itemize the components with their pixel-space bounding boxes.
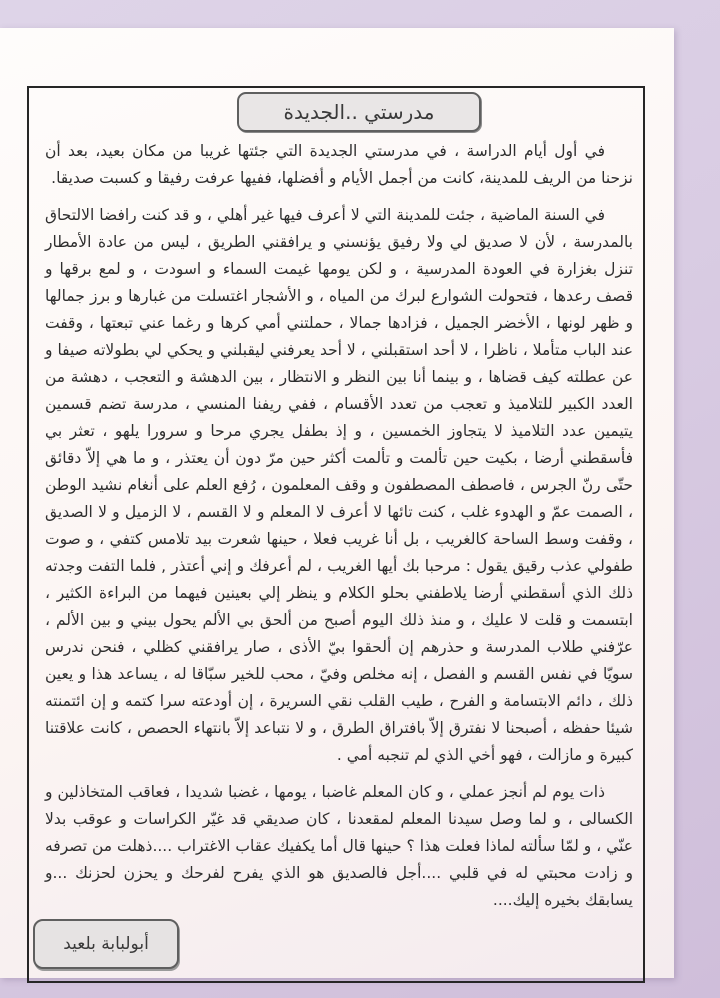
story-paragraph: ذات يوم لم أنجز عملي ، و كان المعلم غاضبا ، يومها ، غضبا شديدا ، فعاقب المتخاذلين و الكسالى ، و لما وصل سيدنا المعلم لمقعدنا ، كان صديقي قد غيّر الكراسات و عوقب بدلا عنّي ، و لمّا سألته لماذا فعلت هذا ؟ حينها قال أما يكفيك عقاب الاغتراب ....ذهلت من تصرفه و زادت محبتي له في قلبي ....أجل فالصديق هو الذي يفرح لفرحك و يحزن لحزنك ...و يسابقك بخيره إليك.... [45, 783, 633, 909]
page-title: مدرستي ..الجديدة [283, 100, 435, 124]
scanned-page [0, 28, 674, 978]
story-paragraph: في أول أيام الدراسة ، في مدرستي الجديدة التي جئتها غريبا من مكان بعيد، بعد أن نزحنا من الريف للمدينة، كانت من أجمل الأيام و أفضلها، ففيها عرفت رفيقا و كسبت صديقا. [45, 142, 633, 187]
author-box [33, 919, 179, 969]
title-box [237, 92, 481, 132]
story-paragraph: في السنة الماضية ، جئت للمدينة التي لا أعرف فيها غير أهلي ، و قد كنت رافضا الالتحاق بالمدرسة ، لأن لا صديق لي ولا رفيق يؤنسني و يرافقني الطريق ، ليس من عادة الأمطار تنزل بغزارة في العودة المدرسية ، و لكن يومها غيمت السماء و اسودت ، و لمع برقها و قصف رعدها ، فتحولت الشوارع لبرك من المياه ، و الأشجار اغتسلت من غبارها و برز جمالها و ظهر لونها ، الأخضر الجميل ، فزادها جمالا ، حملتني أمي كرها و رغما عني تبعتها ، وقفت عند الباب متأملا ، ناظرا ، لا أحد استقبلني ، لا أحد يعرفني ليقبلني و يحكي لي بطولاته صيفا و عن عطلته كيف قضاها ، و بينما أنا بين النظر و الانتظار ، بين الدهشة و التعجب ، دهشة من العدد الكبير للتلاميذ و تعجب من تعدد الأقسام ، ففي ريفنا المنسي ، مدرسة تضم قسمين يتيمين عدد التلاميذ لا يتجاوز الخمسين ، و إذ بطفل يجري مرحا و سرورا يلهو ، تعثر بي فأسقطني أرضا ، بكيت حين تألمت و تألمت أكثر حين مرّ دون أن يعتذر ، و ما هي إلاّ دقائق حتّى رنّ الجرس ، فاصطف المصطفون و وقف المعلمون ، رُفع العلم على أنغام نشيد الوطن ، الصمت عمّ و الهدوء غلب ، كنت تائها لا أعرف لا المعلم و لا القسم ، لا الزميل و لا الصديق ، وقفت وسط الساحة كالغريب ، بل أنا غريب فعلا ، حينها شعرت بيد تلامس كتفي ، و صوت طفولي عذب رقيق يقول : مرحبا بك أيها الغريب ، لم أعرفك و إني أعتذر , فلما التفت وجدته ذلك الذي أسقطني أرضا يلاطفني بحلو الكلام و ينظر إلي بعينين فيهما من البراءة الكثير ، ابتسمت و قلت لا عليك ، و منذ ذلك اليوم أصبح من ألحق بي الألم يحول بيني و بين الألم ، عرّفني طلاب المدرسة و حذرهم إن ألحقوا بيّ الأذى ، صار يرافقني كظلي ، فنحن ندرس سويّا في نفس القسم و الفصل ، إنه مخلص وفيّ ، محب للخير سبّاقا له ، يساعد هذا و يعين ذلك ، دائم الابتسامة و الفرح ، طيب القلب نقي السريرة ، إن أودعته سرا كتمه و إن ائتمنته شيئا حفظه ، أصبحنا لا نفترق إلاّ بافتراق الطرق ، و لا نتباعد إلاّ بانتهاء الحصص ، كانت علاقتنا كبيرة و مازالت ، فهو أخي الذي لم تنجبه أمي . [45, 206, 633, 764]
essay-body [45, 138, 633, 924]
author-name: أبولبابة بلعيد [63, 934, 149, 954]
